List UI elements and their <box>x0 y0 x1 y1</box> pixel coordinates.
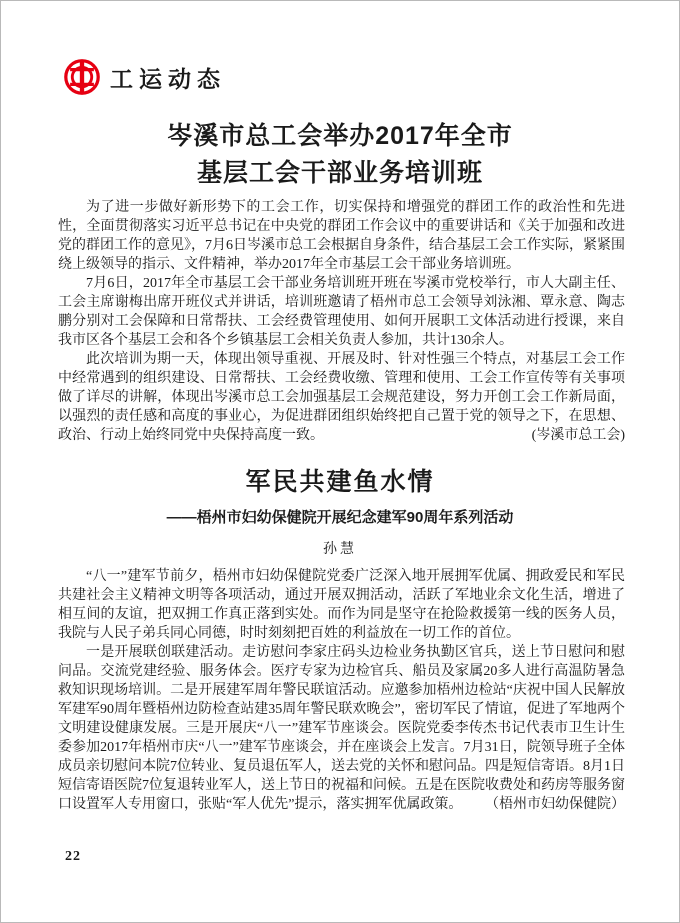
article1-title <box>1 118 679 192</box>
article1-paragraph: 7月6日，2017年全市基层工会干部业务培训班开班在岑溪市党校举行，市人大副主任、工会主席谢梅出席开班仪式并讲话，培训班邀请了梧州市总工会领导刘泳湘、覃永意、陶志鹏分别对工会保障和日常帮扶、工会经费管理使用、如何开展职工文体活动进行授课，来自我市区各个基层工会和各个乡镇基层工会相关负责人参加，共计130余人。 <box>58 276 625 348</box>
article1-paragraph: 为了进一步做好新形势下的工会工作，切实保持和增强党的群团工作的政治性和先进性，全面贯彻落实习近平总书记在中央党的群团工作会议中的重要讲话和《关于加强和改进党的群团工作的意见》，7月6日岑溪市总工会根据自身条件，结合基层工会工作实际，紧紧围绕上级领导的指示、文件精神，举办2017年全市基层工会干部业务培训班。 <box>58 200 625 272</box>
article2-header <box>1 467 679 558</box>
article2-author: 孙慧 <box>323 542 357 557</box>
article2-title: 军民共建鱼水情 <box>245 468 435 496</box>
article2-paragraph: “八一”建军节前夕，梧州市妇幼保健院党委广泛深入地开展拥军优属、拥政爱民和军民共建社会主义精神文明等各项活动，通过开展双拥活动，活跃了军地业余文化生活，增进了相互间的友谊，把双拥工作真正落到实处。而作为同是坚守在抢险救援第一线的医务人员，我院与人民子弟兵同心同德，时时刻刻把百姓的利益放在一切工作的首位。 <box>58 569 625 641</box>
masthead-title: 工运动态 <box>110 66 226 92</box>
page-number: 22 <box>65 849 81 864</box>
article2-body <box>58 567 625 814</box>
article1-title-line2: 基层工会干部业务培训班 <box>196 159 483 187</box>
article1-title-line1: 岑溪市总工会举办2017年全市 <box>167 122 513 150</box>
article2-paragraph: 一是开展联创联建活动。走访慰问李家庄码头边检业务执勤区官兵，送上节日慰问和慰问品。交流党建经验、服务体会。医疗专家为边检官兵、船员及家属20多人进行高温防暑急救知识现场培训。二是开展建军周年警民联谊活动。应邀参加梧州边检站“庆祝中国人民解放军建军90周年暨梧州边防检查站建35周年警民联欢晚会”，密切军民了情谊，促进了军地两个文明建设健康发展。三是开展庆“八一”建军节座谈会。医院党委李传杰书记代表市卫生计生委参加2017年梧州市庆“八一”建军节座谈会，并在座谈会上发言。7月31日，院领导班子全体成员亲切慰问本院7位转业、复员退伍军人，送去党的关怀和慰问品。四是短信寄语。8月1日短信寄语医院7位复退转业军人，送上节日的祝福和问候。五是在医院收费处和药房等服务窗口设置军人专用窗口，张贴“军人优先”提示，落实拥军优属政策。 <box>58 645 625 812</box>
article1-paragraph: 此次培训为期一天，体现出领导重视、开展及时、针对性强三个特点，对基层工会工作中经常遇到的组织建设、日常帮扶、工会经费收缴、管理和使用、工会工作宣传等有关事项做了详尽的讲解，体现出岑溪市总工会加强基层工会规范建设，努力开创工会工作新局面，以强烈的责任感和高度的事业心，为促进群团组织始终把自己置于党的领导之下，在思想、政治、行动上始终同党中央保持高度一致。 <box>58 352 625 443</box>
article1-signature: (岑溪市总工会) <box>531 428 625 443</box>
trade-union-emblem-icon <box>64 59 100 95</box>
article1-body <box>58 198 625 445</box>
article2-signature: （梧州市妇幼保健院） <box>485 797 625 812</box>
article2-subtitle: ——梧州市妇幼保健院开展纪念建军90周年系列活动 <box>166 509 514 526</box>
masthead <box>64 59 226 95</box>
